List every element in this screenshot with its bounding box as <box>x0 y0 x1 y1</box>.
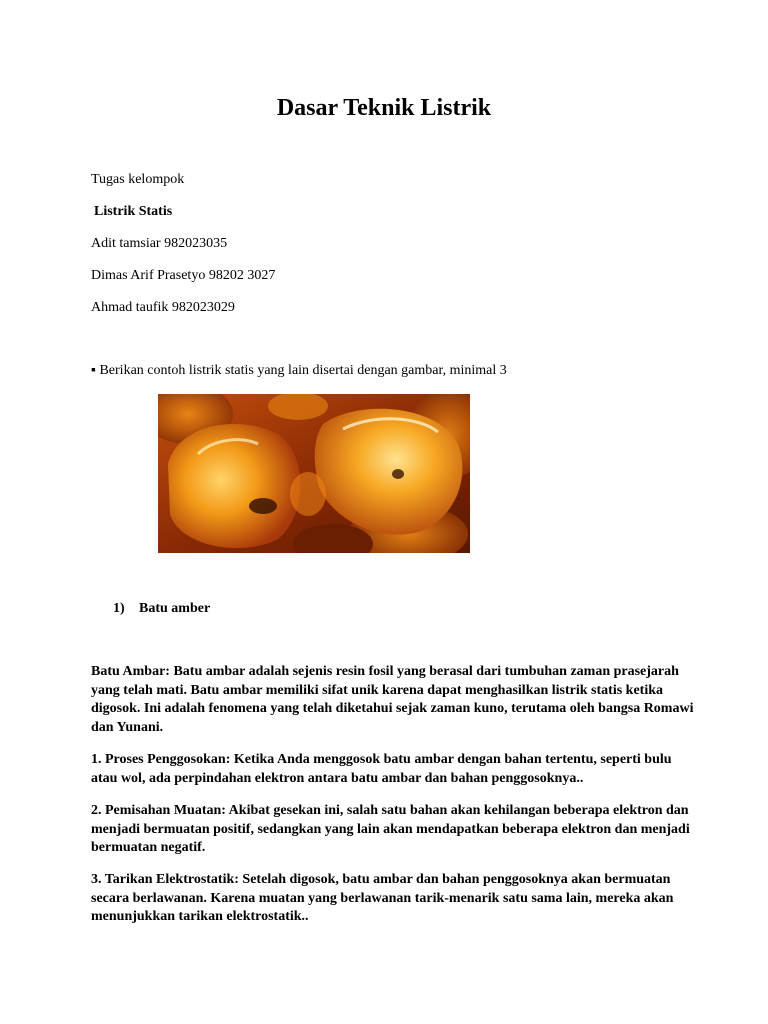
paragraph-intro: Batu Ambar: Batu ambar adalah sejenis resin fosil yang berasal dari tumbuhan zaman prasejarah yang telah mati. Batu ambar memiliki sifat unik karena dapat menghasilkan listrik statis ketika digosok. Ini adalah fenomena yang telah diketahui sejak zaman kuno, terutama oleh bangsa Romawi dan Yunani. <box>91 664 694 735</box>
example-heading <box>113 600 210 618</box>
paragraph-step-2: 2. Pemisahan Muatan: Akibat gesekan ini, salah satu bahan akan kehilangan beberapa elektron dan menjadi bermuatan positif, sedangkan yang lain akan mendapatkan beberapa elektron dan menjadi bermuatan negatif. <box>91 803 690 856</box>
amber-photo-illustration <box>158 394 470 553</box>
example-number: 1) <box>113 601 125 616</box>
assignment-type: Tugas kelompok <box>91 172 185 187</box>
member-1: Adit tamsiar 982023035 <box>91 236 228 251</box>
task-instruction <box>91 362 507 380</box>
bullet-icon: ▪ <box>91 363 96 378</box>
member-2: Dimas Arif Prasetyo 98202 3027 <box>91 268 276 283</box>
subject-heading: Listrik Statis <box>94 204 173 219</box>
document-title: Dasar Teknik Listrik <box>276 95 492 121</box>
member-3: Ahmad taufik 982023029 <box>91 300 235 315</box>
paragraph-step-3: 3. Tarikan Elektrostatik: Setelah digosok, batu ambar dan bahan penggosoknya akan bermuatan secara berlawanan. Karena muatan yang berlawanan tarik-menarik satu sama lain, mereka akan menunjukkan tarikan elektrostatik.. <box>91 872 674 925</box>
task-text: Berikan contoh listrik statis yang lain disertai dengan gambar, minimal 3 <box>99 363 507 378</box>
example-label: Batu amber <box>139 601 211 616</box>
paragraph-step-1: 1. Proses Penggosokan: Ketika Anda menggosok batu ambar dengan bahan tertentu, seperti bulu atau wol, ada perpindahan elektron antara batu ambar dan bahan penggosoknya.. <box>91 752 672 786</box>
amber-stones-photo <box>158 394 470 553</box>
